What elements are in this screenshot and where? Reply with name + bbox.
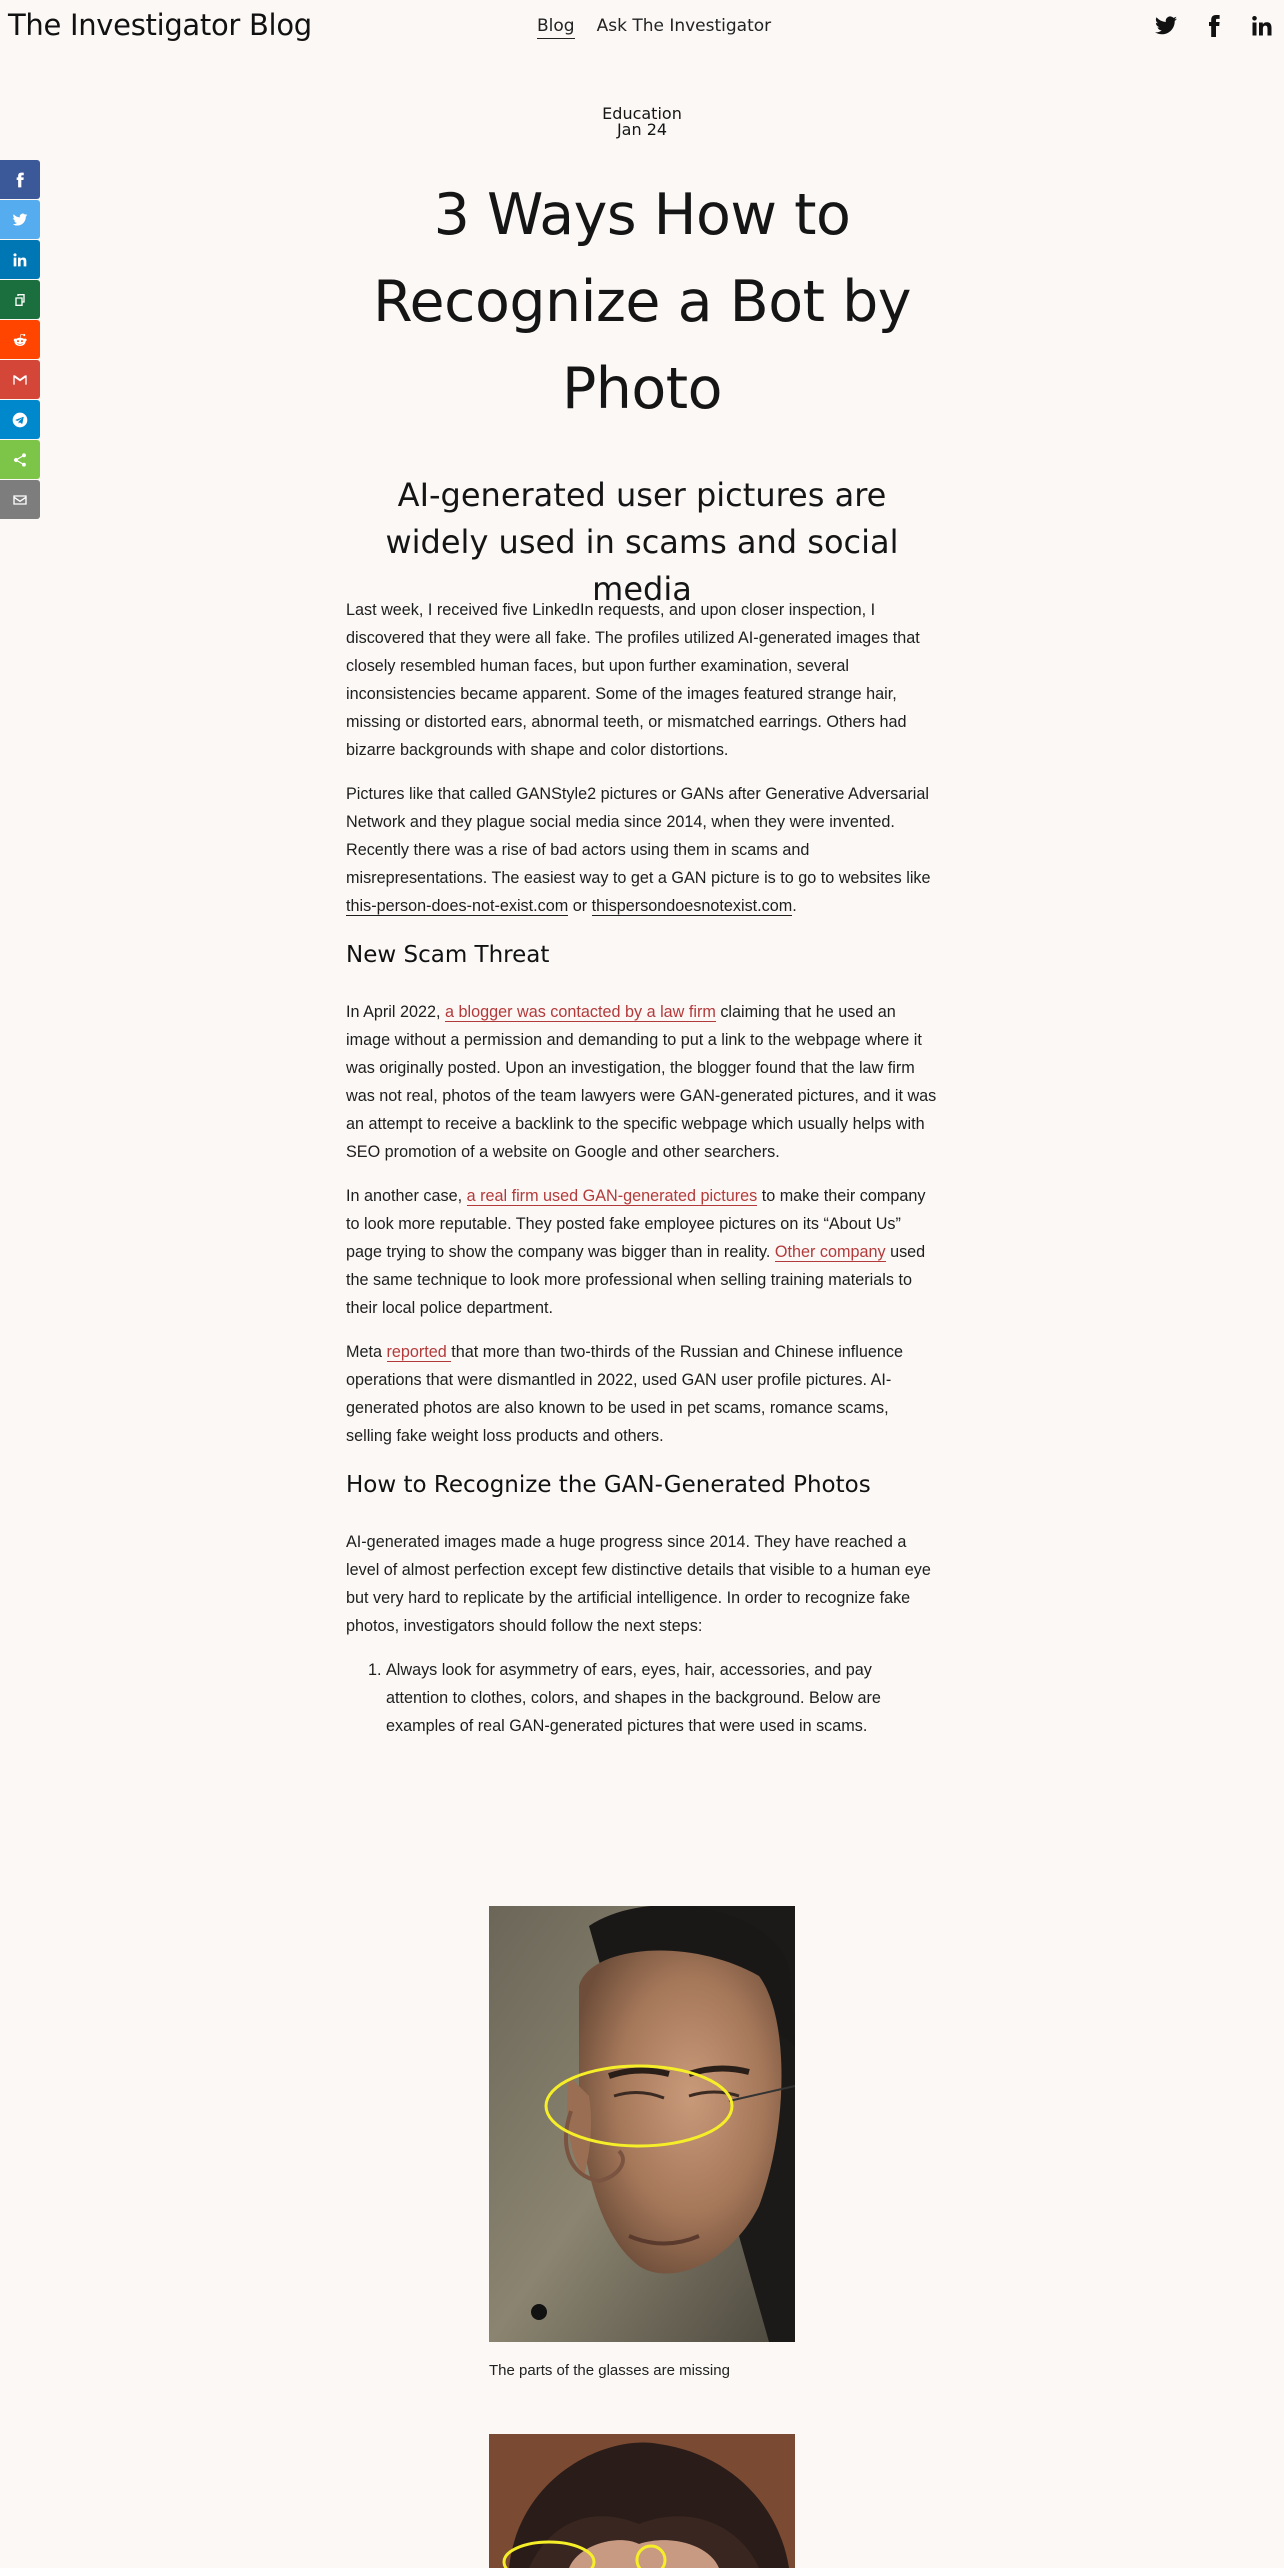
email-icon — [12, 492, 28, 508]
paragraph — [346, 1338, 938, 1450]
telegram-icon — [12, 412, 28, 428]
other-company-link[interactable]: Other company — [774, 1243, 886, 1261]
paragraph — [346, 1182, 938, 1322]
paragraph-text: In April 2022, — [346, 1003, 445, 1021]
share-twitter-button[interactable] — [0, 200, 40, 239]
paragraph-text: . — [792, 897, 797, 915]
paragraph-text: to make their company to look more reputable. They posted fake employee pictures on its “About Us” page trying to show the company was bigger than in reality. — [346, 1187, 926, 1261]
paragraph-text: used the same technique to look more professional when selling training materials to their local police department. — [346, 1243, 926, 1317]
paragraph-text: or — [568, 897, 592, 915]
post-subtitle: AI-generated user pictures are widely used in scams and social media — [385, 476, 899, 608]
paragraph-text: Meta — [346, 1343, 387, 1361]
share-telegram-button[interactable] — [0, 400, 40, 439]
share-reddit-button[interactable] — [0, 320, 40, 359]
gan-photo-glasses — [489, 1906, 795, 2342]
blogger-contacted-link[interactable]: a blogger was contacted by a law firm — [445, 1003, 716, 1021]
post-title: 3 Ways How to Recognize a Bot by Photo — [373, 182, 911, 422]
thispersondoesnotexist-link[interactable]: thispersondoesnotexist.com — [591, 897, 793, 915]
paragraph: Last week, I received five LinkedIn requests, and upon closer inspection, I discovered that they were all fake. The profiles utilized AI-generated images that closely resembled human faces, but upon further examination, several inconsistencies became apparent. Some of the images featured strange hair, missing or distorted ears, abnormal teeth, or mismatched earrings. Others had bizarre backgrounds with shape and color distortions. — [346, 601, 920, 759]
share-facebook-button[interactable] — [0, 160, 40, 199]
gan-photo-second — [489, 2434, 795, 2568]
share-rail — [0, 160, 40, 520]
nav-ask-the-investigator-link[interactable]: Ask The Investigator — [596, 16, 772, 36]
post-category[interactable]: Education — [602, 104, 682, 123]
twitter-icon[interactable] — [1154, 14, 1178, 38]
twitter-icon — [12, 212, 28, 228]
reddit-icon — [12, 332, 28, 348]
linkedin-icon[interactable] — [1250, 14, 1274, 38]
section-heading-recognize-gan: How to Recognize the GAN-Generated Photos — [346, 1472, 871, 1498]
facebook-icon[interactable] — [1202, 14, 1226, 38]
paragraph-text: In another case, — [346, 1187, 467, 1205]
section-heading-new-scam-threat: New Scam Threat — [346, 942, 550, 968]
copy-icon — [12, 292, 28, 308]
real-firm-gan-link[interactable]: a real firm used GAN-generated pictures — [466, 1187, 758, 1205]
paragraph: AI-generated images made a huge progress since 2014. They have reached a level of almost perfection except few distinctive details that visible to a human eye but very hard to replicate by the artificial intelligence. In order to recognize fake photos, investigators should follow the next steps: — [346, 1533, 931, 1635]
post-date: Jan 24 — [616, 120, 668, 139]
gmail-icon — [12, 372, 28, 388]
figure-caption: The parts of the glasses are missing — [489, 2362, 730, 2379]
linkedin-icon — [12, 252, 28, 268]
share-copy-button[interactable] — [0, 280, 40, 319]
steps-list — [386, 1656, 938, 1740]
site-title[interactable]: The Investigator Blog — [8, 8, 312, 42]
paragraph — [346, 998, 938, 1166]
share-more-button[interactable] — [0, 440, 40, 479]
share-icon — [12, 452, 28, 468]
share-gmail-button[interactable] — [0, 360, 40, 399]
this-person-does-not-exist-link[interactable]: this-person-does-not-exist.com — [346, 897, 569, 915]
meta-reported-link[interactable]: reported — [386, 1343, 452, 1361]
paragraph-text: Pictures like that called GANStyle2 pictures or GANs after Generative Adversarial Network and they plague social media since 2014, when they were invented. Recently there was a rise of bad actors using them in scams and misrepresentations. The easiest way to get a GAN picture is to go to websites like — [346, 785, 931, 887]
paragraph-text: that more than two-thirds of the Russian and Chinese influence operations that were dismantled in 2022, used GAN user profile pictures. AI-generated photos are also known to be used in pet scams, romance scams, selling fake weight loss products and others. — [346, 1343, 904, 1445]
share-linkedin-button[interactable] — [0, 240, 40, 279]
main-nav — [537, 16, 771, 39]
list-item: 1. Always look for asymmetry of ears, eyes, hair, accessories, and pay attention to clothes, colors, and shapes in the background. Below are examples of real GAN-generated pictures that were used in scams. — [386, 1656, 938, 1740]
share-email-button[interactable] — [0, 480, 40, 519]
paragraph-text: claiming that he used an image without a permission and demanding to put a link to the webpage where it was originally posted. Upon an investigation, the blogger found that the law firm was not real, photos of the team lawyers were GAN-generated pictures, and it was an attempt to receive a backlink to the specific webpage which usually helps with SEO promotion of a website on Google and other searchers. — [346, 1003, 937, 1161]
header-social-links — [1154, 14, 1274, 38]
article-body — [346, 596, 938, 1740]
nav-blog-link[interactable]: Blog — [537, 16, 575, 39]
facebook-icon — [12, 172, 28, 188]
paragraph — [346, 780, 938, 920]
